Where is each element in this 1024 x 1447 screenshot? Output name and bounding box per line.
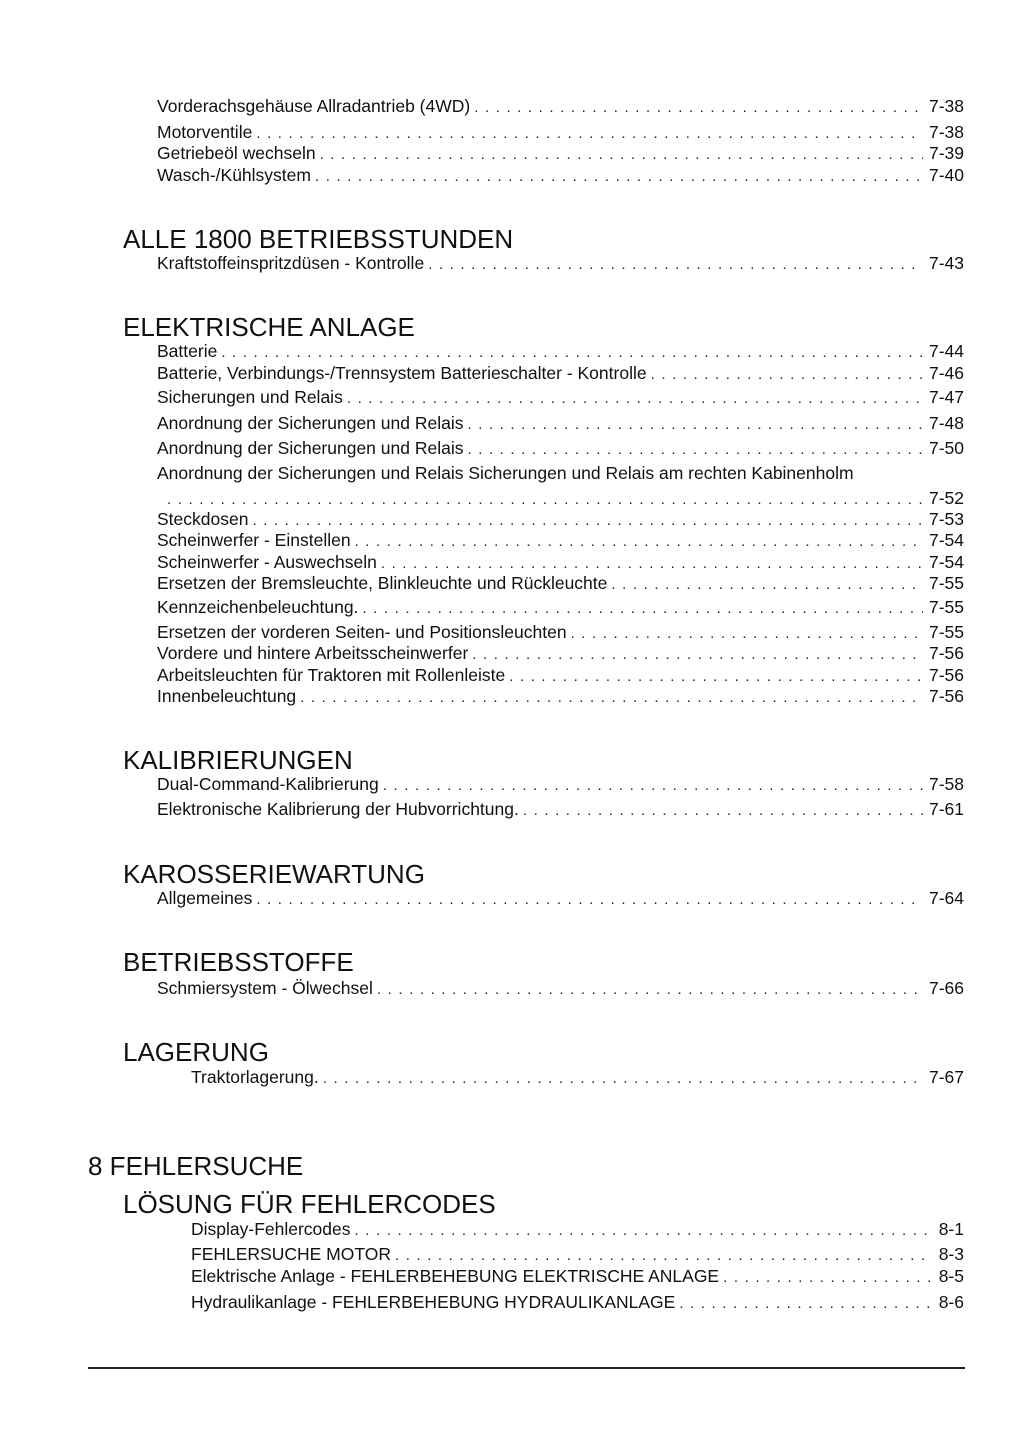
toc-entry[interactable]	[157, 95, 964, 117]
section-heading: KAROSSERIEWARTUNG	[123, 859, 425, 889]
toc-entry[interactable]	[163, 487, 964, 509]
toc-leader-dots	[355, 531, 923, 553]
toc-entry[interactable]	[157, 529, 964, 551]
toc-entry-page: 7-43	[928, 253, 964, 273]
toc-entry-title: Elektrische Anlage - FEHLERBEHEBUNG ELEKTRISCHE ANLAGE	[191, 1266, 720, 1286]
toc-entry[interactable]	[191, 1218, 964, 1240]
toc-entry-title: Scheinwerfer - Einstellen	[157, 530, 351, 550]
toc-entry-page: 7-40	[928, 165, 964, 185]
toc-leader-dots	[467, 414, 923, 436]
toc-leader-dots	[300, 687, 923, 709]
section-heading: LÖSUNG FÜR FEHLERCODES	[123, 1189, 496, 1219]
section-heading: ELEKTRISCHE ANLAGE	[123, 312, 415, 342]
toc-entry-page: 7-47	[928, 387, 964, 407]
toc-entry-page: 7-55	[928, 573, 964, 593]
toc-leader-dots	[320, 144, 923, 166]
toc-entry-title: FEHLERSUCHE MOTOR	[191, 1244, 391, 1264]
toc-entry-page: 7-50	[928, 438, 964, 458]
toc-leader-dots	[679, 1293, 932, 1315]
toc-entry-page: 7-66	[928, 978, 964, 998]
toc-entry-title: Wasch-/Kühlsystem	[157, 165, 311, 185]
toc-leader-dots	[315, 166, 923, 188]
toc-entry-page: 8-5	[938, 1266, 964, 1286]
toc-leader-dots	[723, 1267, 933, 1289]
toc-entry-title: Innenbeleuchtung	[157, 686, 297, 706]
toc-entry-page: 7-52	[928, 488, 964, 508]
toc-entry-title: Steckdosen	[157, 509, 249, 529]
toc-entry[interactable]	[157, 362, 964, 384]
toc-entry-page: 7-67	[928, 1067, 964, 1087]
toc-entry-title: Arbeitsleuchten für Traktoren mit Rollenleiste	[157, 665, 506, 685]
toc-entry-page: 7-44	[928, 341, 964, 361]
toc-entry-page: 7-39	[928, 143, 964, 163]
toc-entry-title: Elektronische Kalibrierung der Hubvorrichtung.	[157, 799, 519, 819]
footer-rule	[88, 1367, 965, 1369]
toc-entry-title: Vorderachsgehäuse Allradantrieb (4WD)	[157, 96, 471, 116]
toc-entry-page: 7-38	[928, 122, 964, 142]
toc-entry-page: 7-61	[928, 799, 964, 819]
toc-leader-dots	[347, 388, 923, 410]
chapter-title: 8 FEHLERSUCHE	[88, 1151, 304, 1181]
toc-entry-page: 7-54	[928, 552, 964, 572]
toc-leader-dots	[611, 574, 923, 596]
toc-entry[interactable]	[157, 596, 964, 618]
toc-entry[interactable]	[157, 121, 964, 143]
toc-entry-page: 8-6	[938, 1292, 964, 1312]
toc-entry-title: Vordere und hintere Arbeitsscheinwerfer	[157, 643, 469, 663]
toc-leader-dots	[362, 598, 923, 620]
toc-leader-dots	[428, 254, 923, 276]
toc-entry-page: 7-48	[928, 413, 964, 433]
toc-entry[interactable]	[191, 1291, 964, 1313]
toc-entry-title: Anordnung der Sicherungen und Relais	[157, 438, 464, 458]
toc-entry[interactable]	[191, 1265, 964, 1287]
toc-entry-title: Allgemeines	[157, 888, 253, 908]
toc-leader-dots	[472, 644, 923, 666]
section-heading: ALLE 1800 BETRIEBSSTUNDEN	[123, 224, 514, 254]
toc-leader-dots	[467, 439, 923, 461]
toc-entry-title: Anordnung der Sicherungen und Relais	[157, 413, 464, 433]
toc-entry-title-wrapped[interactable]: Anordnung der Sicherungen und Relais Sicherungen und Relais am rechten Kabinenholm	[157, 463, 854, 483]
toc-entry-page: 7-55	[928, 597, 964, 617]
toc-entry[interactable]	[157, 798, 964, 820]
toc-entry-page: 7-54	[928, 530, 964, 550]
toc-entry[interactable]	[157, 164, 964, 186]
toc-entry-title: Hydraulikanlage - FEHLERBEHEBUNG HYDRAULIKANLAGE	[191, 1292, 676, 1312]
toc-leader-dots	[395, 1245, 933, 1267]
toc-entry[interactable]	[157, 412, 964, 434]
toc-entry[interactable]	[157, 621, 964, 643]
toc-entry-title: Display-Fehlercodes	[191, 1219, 351, 1239]
toc-leader-dots	[523, 800, 923, 822]
toc-leader-dots	[383, 775, 923, 797]
toc-entry[interactable]	[157, 977, 964, 999]
toc-leader-dots	[323, 1068, 923, 1090]
toc-entry[interactable]	[157, 252, 964, 274]
toc-entry-page: 7-46	[928, 363, 964, 383]
toc-entry-title: Kraftstoffeinspritzdüsen - Kontrolle	[157, 253, 425, 273]
toc-entry-title: Ersetzen der Bremsleuchte, Blinkleuchte und Rückleuchte	[157, 573, 608, 593]
toc-leader-dots	[651, 364, 923, 386]
toc-entry-page: 7-55	[928, 622, 964, 642]
toc-entry-page: 7-58	[928, 774, 964, 794]
toc-entry[interactable]	[157, 437, 964, 459]
toc-entry[interactable]	[157, 887, 964, 909]
toc-entry[interactable]	[157, 142, 964, 164]
toc-entry-title: Getriebeöl wechseln	[157, 143, 316, 163]
toc-entry[interactable]	[157, 572, 964, 594]
toc-leader-dots	[221, 342, 923, 364]
toc-entry-page: 7-38	[928, 96, 964, 116]
toc-entry-page: 8-3	[938, 1244, 964, 1264]
toc-entry-page: 7-64	[928, 888, 964, 908]
toc-entry-page: 7-53	[928, 509, 964, 529]
section-heading: BETRIEBSSTOFFE	[123, 947, 354, 977]
toc-entry-title: Dual-Command-Kalibrierung	[157, 774, 379, 794]
toc-entry[interactable]	[157, 685, 964, 707]
toc-entry[interactable]	[157, 664, 964, 686]
toc-entry-page: 7-56	[928, 686, 964, 706]
toc-entry-page: 8-1	[938, 1219, 964, 1239]
toc-entry-title: Motorventile	[157, 122, 253, 142]
toc-leader-dots	[355, 1220, 933, 1242]
toc-entry-page: 7-56	[928, 643, 964, 663]
toc-entry-title: Sicherungen und Relais	[157, 387, 343, 407]
toc-entry[interactable]	[191, 1066, 964, 1088]
section-heading: LAGERUNG	[123, 1037, 269, 1067]
toc-entry-title: Batterie, Verbindungs-/Trennsystem Batterieschalter - Kontrolle	[157, 363, 647, 383]
toc-leader-dots	[256, 889, 923, 911]
toc-entry[interactable]	[157, 386, 964, 408]
toc-entry[interactable]	[157, 773, 964, 795]
toc-leader-dots	[377, 979, 923, 1001]
toc-entry-title: Batterie	[157, 341, 218, 361]
toc-entry-title: Schmiersystem - Ölwechsel	[157, 978, 373, 998]
toc-entry-title: Kennzeichenbeleuchtung.	[157, 597, 359, 617]
toc-entry[interactable]	[157, 551, 964, 573]
section-heading: KALIBRIERUNGEN	[123, 745, 353, 775]
toc-entry[interactable]	[157, 340, 964, 362]
toc-entry-title: Ersetzen der vorderen Seiten- und Positionsleuchten	[157, 622, 567, 642]
toc-entry[interactable]	[191, 1243, 964, 1265]
toc-entry-page: 7-56	[928, 665, 964, 685]
toc-entry[interactable]	[157, 642, 964, 664]
toc-entry[interactable]	[157, 508, 964, 530]
toc-entry-title: Scheinwerfer - Auswechseln	[157, 552, 377, 572]
toc-entry-title: Traktorlagerung.	[191, 1067, 319, 1087]
toc-leader-dots	[474, 97, 923, 119]
